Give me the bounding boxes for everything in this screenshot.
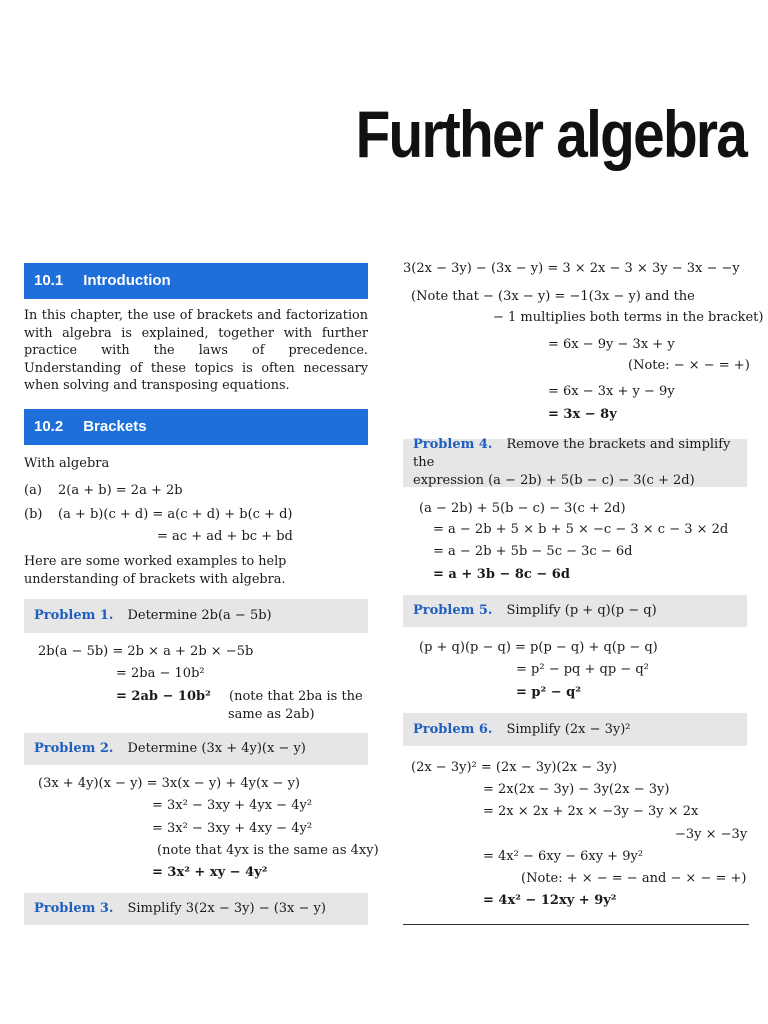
p2-line1: (3x + 4y)(x − y) = 3x(x − y) + 4y(x − y) [38,776,300,791]
p1-note1: (note that 2ba is the [229,689,363,704]
p1-line1: 2b(a − 5b) = 2b × a + 2b × −5b [38,644,254,659]
example-b-line2: = ac + ad + bc + bd [157,529,293,544]
section-number: 10.1 [34,272,64,290]
problem-text: Determine (3x + 4y)(x − y) [127,741,306,757]
p5-line2: = p² − pq + qp − q² [516,662,649,677]
problem-text: Simplify (p + q)(p − q) [506,603,657,619]
p6-line4: −3y × −3y [675,827,748,842]
problem-text: Determine 2b(a − 5b) [127,608,272,624]
p3-line4: = 3x − 8y [548,407,617,422]
section-title: Brackets [83,418,147,436]
example-b-label: (b) [24,507,43,522]
problem-label: Problem 2. [34,741,114,757]
p1-note2: same as 2ab) [228,707,315,722]
p6-line2: = 2x(2x − 3y) − 3y(2x − 3y) [483,782,670,797]
p6-note: (Note: + × − = − and − × − = +) [521,871,747,886]
problem-label: Problem 6. [413,721,493,737]
problem-1-header [24,599,368,633]
problem-text: Simplify 3(2x − 3y) − (3x − y) [127,901,326,917]
problem-6-header [403,713,747,746]
example-a-label: (a) [24,483,42,498]
problem-label: Problem 3. [34,901,114,917]
p3-line3: = 6x − 3x + y − 9y [548,384,675,399]
intro-paragraph: In this chapter, the use of brackets and factorization with algebra is explained, together with further practice with the laws of precedence. Understanding of these topics is often necessary when solving and transposing equations. [24,308,368,393]
p1-line3: = 2ab − 10b² [116,689,211,704]
section-heading-10-1 [24,263,368,299]
p6-line6: = 4x² − 12xy + 9y² [483,893,617,908]
p4-line2: = a − 2b + 5 × b + 5 × −c − 3 × c − 3 × 2d [433,522,729,537]
p4-line4: = a + 3b − 8c − 6d [433,567,570,582]
problem-label: Problem 1. [34,608,114,624]
problem-2-header [24,733,368,765]
p2-line2: = 3x² − 3xy + 4yx − 4y² [152,798,313,813]
p6-line1: (2x − 3y)² = (2x − 3y)(2x − 3y) [411,760,617,775]
p2-line4: = 3x² + xy − 4y² [152,865,268,880]
section-heading-10-2 [24,409,368,445]
column-bottom-rule [403,924,749,925]
p6-line3: = 2x × 2x + 2x × −3y − 3y × 2x [483,804,699,819]
problem-text-line2: expression (a − 2b) + 5(b − c) − 3(c + 2d) [413,473,695,488]
chapter-title: Further algebra [355,97,746,171]
problem-text: Simplify (2x − 3y)² [506,721,631,737]
p3-note3: (Note: − × − = +) [628,358,750,373]
p3-note2: − 1 multiplies both terms in the bracket) [493,310,764,325]
p5-line1: (p + q)(p − q) = p(p − q) + q(p − q) [419,640,658,655]
example-a: 2(a + b) = 2a + 2b [58,483,183,498]
p5-line3: = p² − q² [516,685,581,700]
p1-line2: = 2ba − 10b² [116,666,205,681]
problem-5-header [403,595,747,627]
p3-note1: (Note that − (3x − y) = −1(3x − y) and the [411,289,695,304]
problem-4-header [403,439,747,487]
p4-line1: (a − 2b) + 5(b − c) − 3(c + 2d) [419,501,626,516]
with-algebra-text: With algebra [24,456,110,471]
p2-line3: = 3x² − 3xy + 4xy − 4y² [152,821,313,836]
here-paragraph: Here are some worked examples to help understanding of brackets with algebra. [24,554,287,587]
problem-text-line1: Remove the brackets and simplify the [413,437,731,470]
problem-label: Problem 4. [413,437,493,452]
section-title: Introduction [83,272,171,290]
p4-line3: = a − 2b + 5b − 5c − 3c − 6d [433,544,633,559]
section-number: 10.2 [34,418,64,436]
p2-note: (note that 4yx is the same as 4xy) [157,843,379,858]
problem-3-header [24,893,368,925]
p6-line5: = 4x² − 6xy − 6xy + 9y² [483,849,644,864]
p3-line2: = 6x − 9y − 3x + y [548,337,675,352]
example-b-line1: (a + b)(c + d) = a(c + d) + b(c + d) [58,507,293,522]
p3-line1: 3(2x − 3y) − (3x − y) = 3 × 2x − 3 × 3y − 3x − −y [403,261,740,276]
problem-label: Problem 5. [413,603,493,619]
